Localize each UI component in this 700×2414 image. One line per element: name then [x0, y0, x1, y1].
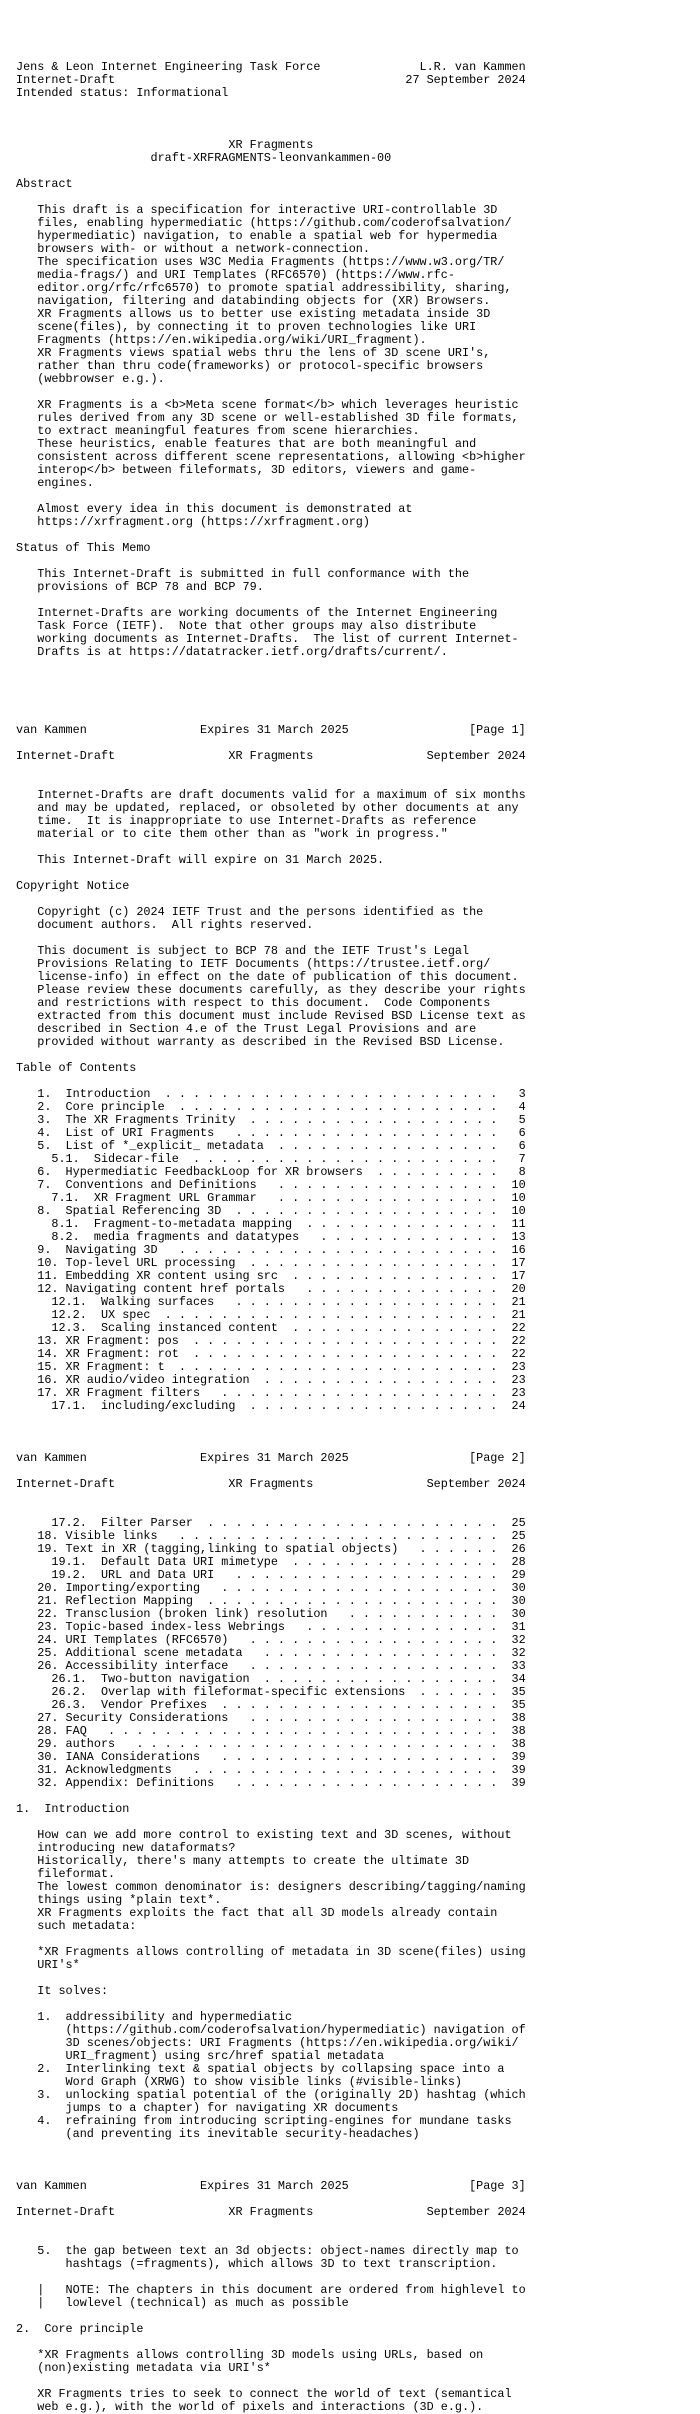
toc-entry: 8. Spatial Referencing 3D . . . . . . . . . . . . . . . . . . . 10 [16, 1204, 526, 1218]
document-title-line: XR Fragments [16, 138, 314, 152]
blank-line [16, 659, 526, 672]
doc-text-line: The lowest common denominator is: designers describing/tagging/naming [16, 1880, 526, 1894]
doc-text-line: 2. Interlinking text & spatial objects by collapsing space into a [16, 2062, 505, 2076]
doc-text-line: working documents as Internet-Drafts. The list of current Internet- [16, 632, 519, 646]
doc-text-line: https://xrfragment.org (https://xrfragment.org) [16, 515, 370, 529]
blank-line [16, 2219, 526, 2232]
doc-text-line: (webbrowser e.g.). [16, 372, 165, 386]
doc-text-line: (and preventing its inevitable security-headaches) [16, 2127, 420, 2141]
doc-text-line: Intended status: Informational [16, 86, 229, 100]
toc-entry: 15. XR Fragment: t . . . . . . . . . . . . . . . . . . . . . . . 23 [16, 1360, 526, 1374]
toc-entry: 30. IANA Considerations . . . . . . . . . . . . . . . . . . . . 39 [16, 1750, 526, 1764]
doc-text-line: things using *plain text*. [16, 1893, 222, 1907]
doc-text-line: 1. addressibility and hypermediatic [16, 2010, 293, 2024]
doc-text-line: editor.org/rfc/rfc6570) to promote spatial addressibility, sharing, [16, 281, 512, 295]
doc-text-line: interop</b> between fileformats, 3D editors, viewers and game- [16, 463, 477, 477]
doc-text-line: rather than thru code(frameworks) or protocol-specific browsers [16, 359, 484, 373]
doc-text-line: | lowlevel (technical) as much as possible [16, 2296, 349, 2310]
doc-text-line: 4. refraining from introducing scripting-engines for mundane tasks [16, 2114, 512, 2128]
doc-text-line: XR Fragments views spatial webs thru the lens of 3D scene URI's, [16, 346, 491, 360]
blank-line [16, 165, 526, 178]
doc-text-line: How can we add more control to existing text and 3D scenes, without [16, 1828, 512, 1842]
doc-text-line: *XR Fragments allows controlling of metadata in 3D scene(files) using [16, 1945, 526, 1959]
toc-subentry: 7.1. XR Fragment URL Grammar . . . . . . . . . . . . . . . . 10 [16, 1191, 526, 1205]
doc-text-line: XR Fragments is a <b>Meta scene format</b> which leverages heuristic [16, 398, 519, 412]
doc-text-line: 5. the gap between text an 3d objects: object-names directly map to [16, 2244, 519, 2258]
doc-text-line: scene(files), by connecting it to proven technologies like URI [16, 320, 477, 334]
blank-line [16, 100, 526, 113]
blank-line [16, 113, 526, 126]
running-header-footer-line: Internet-Draft XR Fragments September 2024 [16, 1477, 526, 1491]
toc-entry: 11. Embedding XR content using src . . . . . . . . . . . . . . . 17 [16, 1269, 526, 1283]
toc-entry: 3. The XR Fragments Trinity . . . . . . . . . . . . . . . . . . 5 [16, 1113, 526, 1127]
doc-text-line: URI_fragment) using src/href spatial metadata [16, 2049, 385, 2063]
doc-text-line: Abstract [16, 177, 73, 191]
doc-text-line: Copyright (c) 2024 IETF Trust and the persons identified as the [16, 905, 484, 919]
doc-text-line: files, enabling hypermediatic (https://github.com/coderofsalvation/ [16, 216, 512, 230]
doc-text-line: license-info) in effect on the date of publication of this document. [16, 970, 519, 984]
doc-text-line: 2. Core principle [16, 2322, 144, 2336]
front-header-line: Jens & Leon Internet Engineering Task Force L.R. van Kammen [16, 60, 526, 74]
toc-entry: 29. authors . . . . . . . . . . . . . . . . . . . . . . . . . . 38 [16, 1737, 526, 1751]
doc-text-line: Almost every idea in this document is demonstrated at [16, 502, 413, 516]
toc-entry: 32. Appendix: Definitions . . . . . . . . . . . . . . . . . . . 39 [16, 1776, 526, 1790]
running-header-footer-line: Internet-Draft XR Fragments September 2024 [16, 2205, 526, 2219]
toc-entry: 2. Core principle . . . . . . . . . . . . . . . . . . . . . . . 4 [16, 1100, 526, 1114]
toc-subentry: 19.1. Default Data URI mimetype . . . . . . . . . . . . . . . 28 [16, 1555, 526, 1569]
doc-text-line: document authors. All rights reserved. [16, 918, 314, 932]
running-header-footer-line: van Kammen Expires 31 March 2025 [Page 2] [16, 1451, 526, 1465]
doc-text-line: *XR Fragments allows controlling 3D models using URLs, based on [16, 2348, 484, 2362]
doc-text-line: consistent across different scene representations, allowing <b>higher [16, 450, 526, 464]
doc-text-line: (https://github.com/coderofsalvation/hypermediatic) navigation of [16, 2023, 526, 2037]
doc-text-line: Task Force (IETF). Note that other groups may also distribute [16, 619, 477, 633]
toc-entry: 6. Hypermediatic FeedbackLoop for XR browsers . . . . . . . . . 8 [16, 1165, 526, 1179]
toc-subentry: 12.1. Walking surfaces . . . . . . . . . . . . . . . . . . . 21 [16, 1295, 526, 1309]
doc-text-line: web e.g.), with the world of pixels and interactions (3D e.g.). [16, 2400, 484, 2414]
toc-entry: 14. XR Fragment: rot . . . . . . . . . . . . . . . . . . . . . . 22 [16, 1347, 526, 1361]
toc-subentry: 26.2. Overlap with fileformat-specific extensions . . . . . . 35 [16, 1685, 526, 1699]
toc-entry: 27. Security Considerations . . . . . . . . . . . . . . . . . . 38 [16, 1711, 526, 1725]
doc-text-line: introducing new dataformats? [16, 1841, 236, 1855]
doc-text-line: hashtags (=fragments), which allows 3D to text transcription. [16, 2257, 498, 2271]
doc-text-line: Fragments (https://en.wikipedia.org/wiki/URI_fragment). [16, 333, 427, 347]
doc-text-line: extracted from this document must include Revised BSD License text as [16, 1009, 526, 1023]
doc-text-line: This draft is a specification for interactive URI-controllable 3D [16, 203, 498, 217]
doc-text-line: This Internet-Draft will expire on 31 March 2025. [16, 853, 385, 867]
doc-text-line: and may be updated, replaced, or obsoleted by other documents at any [16, 801, 519, 815]
toc-subentry: 17.2. Filter Parser . . . . . . . . . . . . . . . . . . . . . 25 [16, 1516, 526, 1530]
doc-text-line: navigation, filtering and databinding objects for (XR) Browsers. [16, 294, 491, 308]
doc-text-line: This document is subject to BCP 78 and the IETF Trust's Legal [16, 944, 470, 958]
doc-text-line: XR Fragments tries to seek to connect the world of text (semantical [16, 2387, 512, 2401]
toc-entry: 22. Transclusion (broken link) resolution . . . . . . . . . . . 30 [16, 1607, 526, 1621]
blank-line [16, 2154, 526, 2167]
toc-entry: 16. XR audio/video integration . . . . . . . . . . . . . . . . . 23 [16, 1373, 526, 1387]
blank-line [16, 1426, 526, 1439]
toc-entry: 4. List of URI Fragments . . . . . . . . . . . . . . . . . . . 6 [16, 1126, 526, 1140]
blank-line [16, 763, 526, 776]
doc-text-line: provisions of BCP 78 and BCP 79. [16, 580, 264, 594]
blank-line [16, 672, 526, 685]
doc-text-line: | NOTE: The chapters in this document are ordered from highlevel to [16, 2283, 526, 2297]
toc-entry: 13. XR Fragment: pos . . . . . . . . . . . . . . . . . . . . . . 22 [16, 1334, 526, 1348]
doc-text-line: Copyright Notice [16, 879, 130, 893]
toc-entry: 28. FAQ . . . . . . . . . . . . . . . . . . . . . . . . . . . . 38 [16, 1724, 526, 1738]
doc-text-line: XR Fragments allows us to better use existing metadata inside 3D [16, 307, 491, 321]
doc-text-line: hypermediatic) navigation, to enable a spatial web for hypermedia [16, 229, 498, 243]
doc-text-line: 3. unlocking spatial potential of the (originally 2D) hashtag (which [16, 2088, 526, 2102]
toc-entry: 12. Navigating content href portals . . . . . . . . . . . . . . 20 [16, 1282, 526, 1296]
toc-entry: 21. Reflection Mapping . . . . . . . . . . . . . . . . . . . . . 30 [16, 1594, 526, 1608]
doc-text-line: (non)existing metadata via URI's* [16, 2361, 271, 2375]
doc-text-line: media-frags/) and URI Templates (RFC6570) (https://www.rfc- [16, 268, 455, 282]
doc-text-line: Table of Contents [16, 1061, 137, 1075]
doc-text-line: such metadata: [16, 1919, 137, 1933]
toc-subentry: 26.3. Vendor Prefixes . . . . . . . . . . . . . . . . . . . . 35 [16, 1698, 526, 1712]
doc-text-line: Drafts is at https://datatracker.ietf.org/drafts/current/. [16, 645, 448, 659]
doc-text-line: rules derived from any 3D scene or well-established 3D file formats, [16, 411, 519, 425]
toc-entry: 1. Introduction . . . . . . . . . . . . . . . . . . . . . . . . 3 [16, 1087, 526, 1101]
blank-line [16, 2141, 526, 2154]
toc-subentry: 12.3. Scaling instanced content . . . . . . . . . . . . . . . 22 [16, 1321, 526, 1335]
doc-text-line: 1. Introduction [16, 1802, 130, 1816]
doc-text-line: These heuristics, enable features that are both meaningful and [16, 437, 477, 451]
blank-line [16, 1491, 526, 1504]
doc-text-line: 3D scenes/objects: URI Fragments (https://en.wikipedia.org/wiki/ [16, 2036, 519, 2050]
doc-text-line: provided without warranty as described in the Revised BSD License. [16, 1035, 505, 1049]
toc-entry: 10. Top-level URL processing . . . . . . . . . . . . . . . . . . 17 [16, 1256, 526, 1270]
toc-entry: 23. Topic-based index-less Webrings . . . . . . . . . . . . . . 31 [16, 1620, 526, 1634]
toc-entry: 25. Additional scene metadata . . . . . . . . . . . . . . . . . 32 [16, 1646, 526, 1660]
doc-text-line: XR Fragments exploits the fact that all 3D models already contain [16, 1906, 498, 1920]
doc-text-line: Word Graph (XRWG) to show visible links (#visible-links) [16, 2075, 462, 2089]
running-header-footer-line: van Kammen Expires 31 March 2025 [Page 1] [16, 723, 526, 737]
running-header-footer-line: van Kammen Expires 31 March 2025 [Page 3] [16, 2179, 526, 2193]
doc-text-line: to extract meaningful features from scene hierarchies. [16, 424, 420, 438]
doc-text-line: Internet-Drafts are working documents of the Internet Engineering [16, 606, 498, 620]
toc-subentry: 26.1. Two-button navigation . . . . . . . . . . . . . . . . . 34 [16, 1672, 526, 1686]
doc-text-line: The specification uses W3C Media Fragments (https://www.w3.org/TR/ [16, 255, 505, 269]
toc-entry: 20. Importing/exporting . . . . . . . . . . . . . . . . . . . . 30 [16, 1581, 526, 1595]
toc-entry: 9. Navigating 3D . . . . . . . . . . . . . . . . . . . . . . . 16 [16, 1243, 526, 1257]
toc-entry: 17. XR Fragment filters . . . . . . . . . . . . . . . . . . . . 23 [16, 1386, 526, 1400]
toc-entry: 19. Text in XR (tagging,linking to spatial objects) . . . . . . 26 [16, 1542, 526, 1556]
blank-line [16, 1413, 526, 1426]
doc-text-line: jumps to a chapter) for navigating XR documents [16, 2101, 399, 2115]
document-title-line: draft-XRFRAGMENTS-leonvankammen-00 [16, 151, 392, 165]
doc-text-line: described in Section 4.e of the Trust Legal Provisions and are [16, 1022, 477, 1036]
toc-subentry: 12.2. UX spec . . . . . . . . . . . . . . . . . . . . . . . . 21 [16, 1308, 526, 1322]
toc-subentry: 17.1. including/excluding . . . . . . . . . . . . . . . . . . 24 [16, 1399, 526, 1413]
toc-entry: 7. Conventions and Definitions . . . . . . . . . . . . . . . . 10 [16, 1178, 526, 1192]
toc-subentry: 5.1. Sidecar-file . . . . . . . . . . . . . . . . . . . . . . 7 [16, 1152, 526, 1166]
doc-text-line: browsers with- or without a network-connection. [16, 242, 370, 256]
blank-line [16, 685, 526, 698]
toc-entry: 26. Accessibility interface . . . . . . . . . . . . . . . . . . 33 [16, 1659, 526, 1673]
doc-text-line: material or to cite them other than as "work in progress." [16, 827, 448, 841]
front-header-line: Internet-Draft 27 September 2024 [16, 73, 526, 87]
doc-text-line: Please review these documents carefully, as they describe your rights [16, 983, 526, 997]
doc-text-line: Historically, there's many attempts to create the ultimate 3D [16, 1854, 470, 1868]
doc-text-line: This Internet-Draft is submitted in full conformance with the [16, 567, 470, 581]
toc-entry: 31. Acknowledgments . . . . . . . . . . . . . . . . . . . . . . 39 [16, 1763, 526, 1777]
doc-text-line: URI's* [16, 1958, 80, 1972]
doc-text-line: engines. [16, 476, 94, 490]
doc-text-line: Internet-Drafts are draft documents valid for a maximum of six months [16, 788, 526, 802]
toc-subentry: 8.2. media fragments and datatypes . . . . . . . . . . . . . 13 [16, 1230, 526, 1244]
doc-text-line: It solves: [16, 1984, 109, 1998]
blank-line [16, 698, 526, 711]
doc-text-line: fileformat. [16, 1867, 116, 1881]
toc-entry: 18. Visible links . . . . . . . . . . . . . . . . . . . . . . . 25 [16, 1529, 526, 1543]
doc-text-line: and restrictions with respect to this document. Code Components [16, 996, 491, 1010]
toc-subentry: 8.1. Fragment-to-metadata mapping . . . . . . . . . . . . . . 11 [16, 1217, 526, 1231]
toc-entry: 24. URI Templates (RFC6570) . . . . . . . . . . . . . . . . . . 32 [16, 1633, 526, 1647]
doc-text-line: time. It is inappropriate to use Internet-Drafts as reference [16, 814, 477, 828]
running-header-footer-line: Internet-Draft XR Fragments September 2024 [16, 749, 526, 763]
doc-text-line: Provisions Relating to IETF Documents (https://trustee.ietf.org/ [16, 957, 491, 971]
toc-subentry: 19.2. URL and Data URI . . . . . . . . . . . . . . . . . . . 29 [16, 1568, 526, 1582]
toc-entry: 5. List of *_explicit_ metadata . . . . . . . . . . . . . . . . 6 [16, 1139, 526, 1153]
doc-text-line: Status of This Memo [16, 541, 151, 555]
